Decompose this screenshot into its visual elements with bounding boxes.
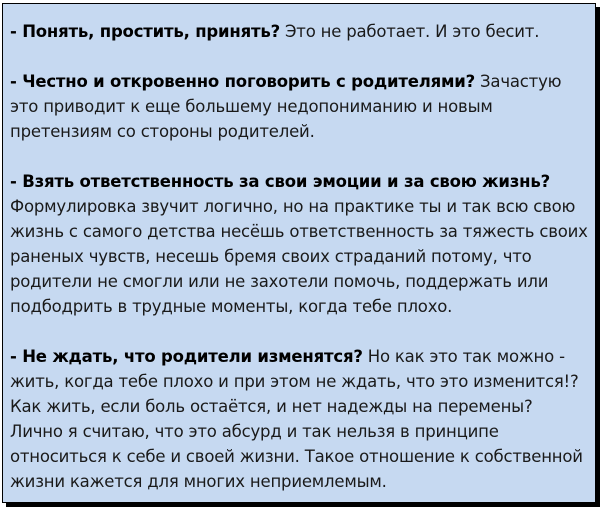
paragraph-dont-wait — [10, 344, 588, 494]
text-card — [2, 3, 596, 503]
paragraph-lead: - Честно и откровенно поговорить с родителями? — [10, 72, 475, 91]
paragraph-lead: - Не ждать, что родители изменятся? — [10, 347, 363, 366]
paragraph-lead: - Понять, простить, принять? — [10, 22, 280, 41]
paragraph-text: Зачастую это приводит к еще большему недопониманию и новым претензиям со стороны родителей. — [10, 72, 562, 141]
paragraph-text: Это не работает. И это бесит. — [279, 22, 540, 41]
paragraph-lead: - Взять ответственность за свои эмоции и за свою жизнь? — [10, 172, 550, 191]
paragraph-responsibility — [10, 169, 588, 319]
paragraph-accept — [10, 19, 588, 44]
paragraph-talk-to-parents — [10, 69, 588, 144]
paragraph-text: Но как это так можно - жить, когда тебе плохо и при этом не ждать, что это изменится!? Как жить, если боль остаётся, и нет надежды на перемены? Лично я считаю, что это абсурд и так нельзя в принципе относиться к себе и своей жизни. Такое отношение к собственной жизни кажется для многих неприемлемым. — [10, 347, 583, 491]
paragraph-text: Формулировка звучит логично, но на практике ты и так всю свою жизнь с самого детства несёшь ответственность за тяжесть своих раненых чувств, несешь бремя своих страданий потому, что родители не смогли или не захотели помочь, поддержать или подбодрить в трудные моменты, когда тебе плохо. — [10, 197, 588, 316]
